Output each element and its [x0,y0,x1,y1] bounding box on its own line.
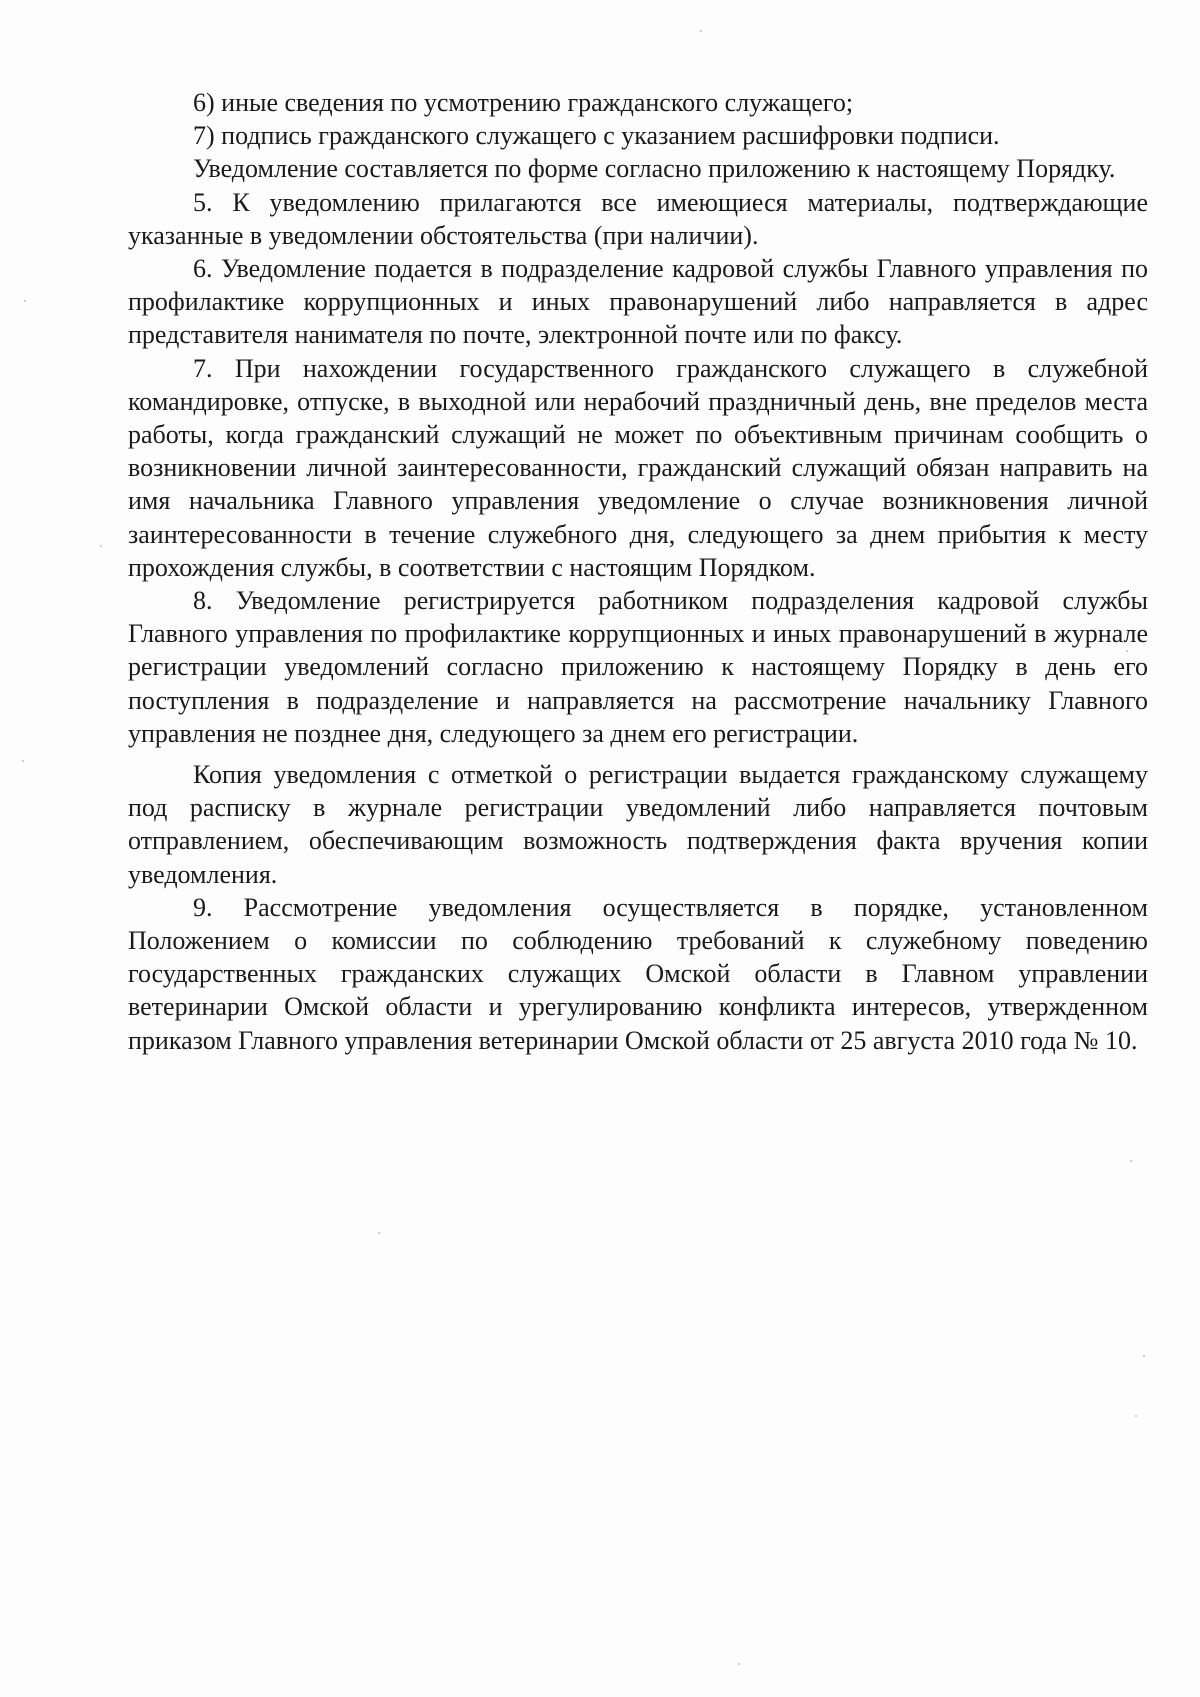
scan-speck [1130,1160,1132,1162]
paragraph-form-note: Уведомление составляется по форме согласно приложению к настоящему Порядку. [193,154,1116,184]
paragraph-clause-5: 5. К уведомлению прилагаются все имеющиеся материалы, подтверждающие указанные в уведомлении обстоятельства (при наличии). [128,187,1148,250]
scan-speck [1143,1355,1145,1357]
document-body [128,86,1148,1057]
paragraph-clause-6: 6. Уведомление подается в подразделение кадровой службы Главного управления по профилактике коррупционных и иных правонарушений либо направляется в адрес представителя нанимателя по почте, электронной почте или по факсу. [128,254,1148,350]
paragraph-clause-8: 8. Уведомление регистрируется работником подразделения кадровой службы Главного управления по профилактике коррупционных и иных правонарушений в журнале регистрации уведомлений согласно приложению к настоящему Порядку в день его поступления в подразделение и направляется на рассмотрение начальнику Главного управления не позднее дня, следующего за днем его регистрации. [128,586,1148,748]
paragraph-item-6: 6) иные сведения по усмотрению гражданского служащего; [193,88,854,117]
scan-speck [22,760,24,762]
paragraph-clause-7: 7. При нахождении государственного гражданского служащего в служебной командировке, отпуске, в выходной или нерабочий праздничный день, вне пределов места работы, когда гражданский служащий не может по объективным причинам сообщить о возникновении личной заинтересованности, гражданский служащий обязан направить на имя начальника Главного управления уведомление о случае возникновения личной заинтересованности в течение служебного дня, следующего за днем прибытия к месту прохождения службы, в соответствии с настоящим Порядком. [128,353,1148,582]
scan-speck [700,30,702,32]
scan-speck [1126,650,1128,652]
paragraph-item-7: 7) подпись гражданского служащего с указанием расшифровки подписи. [193,121,1000,151]
scan-speck [1135,1415,1137,1417]
scan-speck [738,1663,740,1665]
scan-speck [378,1232,380,1234]
paragraph-copy-note: Копия уведомления с отметкой о регистрации выдается гражданскому служащему под расписку в журнале регистрации уведомлений либо направляется почтовым отправлением, обеспечивающим возможность подтверждения факта вручения копии уведомления. [128,760,1148,889]
scan-speck [24,300,26,302]
scan-speck [100,545,102,547]
paragraph-clause-9: 9. Рассмотрение уведомления осуществляется в порядке, установленном Положением о комиссии по соблюдению требований к служебному поведению государственных гражданских служащих Омской области в Главном управлении ветеринарии Омской области и урегулированию конфликта интересов, утвержденном приказом Главного управления ветеринарии Омской области от 25 августа 2010 года № 10. [128,892,1148,1055]
